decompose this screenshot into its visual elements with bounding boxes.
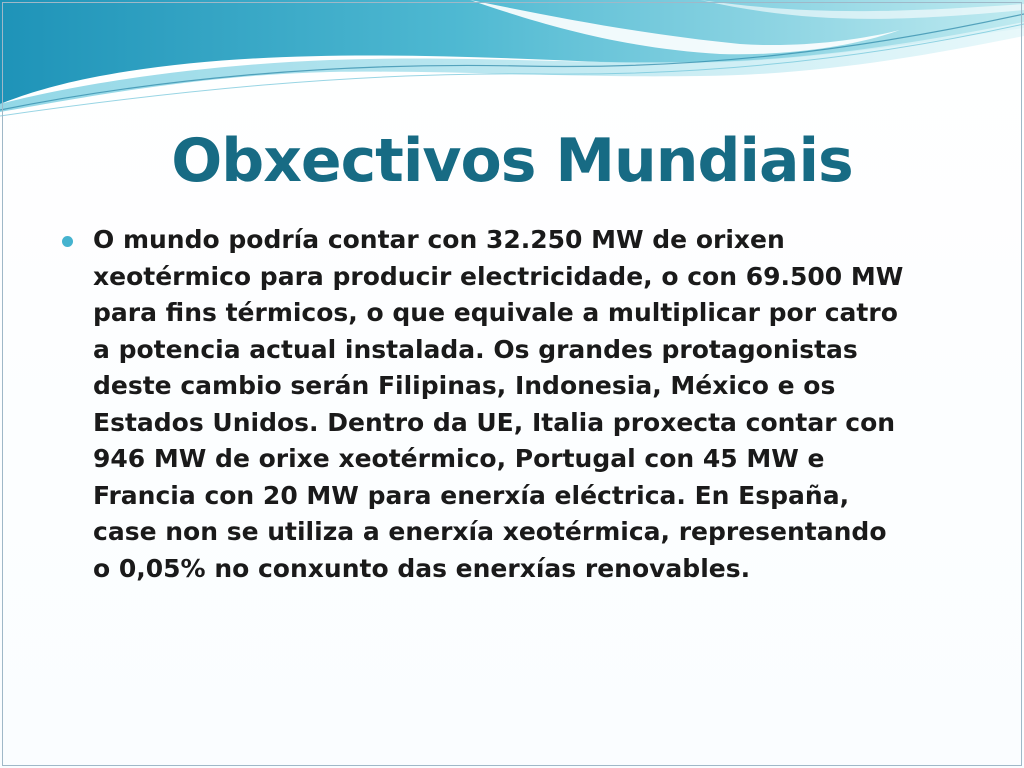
- bullet-text-line: case non se utiliza a enerxía xeotérmica, representando: [93, 517, 887, 546]
- bullet-list: [60, 222, 970, 587]
- bullet-text-line: a potencia actual instalada. Os grandes protagonistas: [93, 334, 858, 364]
- bullet-text-line: para fins térmicos, o que equivale a multiplicar por catro: [93, 298, 898, 327]
- bullet-item: [60, 222, 970, 587]
- bullet-text-line: O mundo podría contar con 32.250 MW de orixen: [93, 225, 785, 254]
- bullet-text-line: Estados Unidos. Dentro da UE, Italia proxecta contar con: [93, 407, 896, 437]
- bullet-text-line: 946 MW de orixe xeotérmico, Portugal con 45 MW e: [93, 444, 825, 473]
- bullet-text-line: o 0,05% no conxunto das enerxías renovables.: [93, 553, 751, 583]
- slide-content: [60, 222, 970, 587]
- bullet-dot-icon: [62, 236, 73, 247]
- bullet-text-line: Francia con 20 MW para enerxía eléctrica. En España,: [93, 480, 850, 510]
- slide-title: Obxectivos Mundiais: [171, 126, 853, 196]
- bullet-text-line: xeotérmico para producir electricidade, o con 69.500 MW: [93, 261, 904, 291]
- bullet-text-line: deste cambio serán Filipinas, Indonesia, México e os: [93, 371, 836, 400]
- wave-banner-decoration: [0, 0, 1024, 120]
